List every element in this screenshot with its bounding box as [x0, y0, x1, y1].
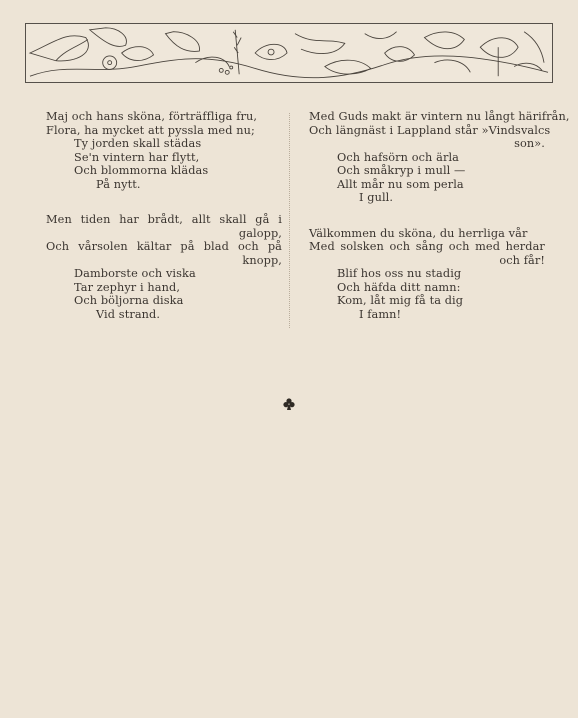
- verse-word: och: [389, 240, 411, 253]
- verse-word: och: [448, 240, 470, 253]
- verse-word: på: [267, 240, 282, 253]
- verse-word: på: [180, 240, 195, 253]
- verse-word: och: [238, 240, 259, 253]
- verse-line: Och småkryp i mull —: [337, 164, 466, 177]
- verse-line-continuation: son».: [514, 137, 545, 150]
- verse-word: allt: [191, 213, 211, 226]
- column-divider: [289, 113, 290, 328]
- verse-line-continuation: knopp,: [242, 253, 282, 267]
- verse-line-justified: [46, 213, 282, 227]
- verse-word: i: [278, 213, 282, 226]
- verse-line: Med Guds makt är vintern nu långt härifrån,: [309, 110, 570, 123]
- verse-word: vårsolen: [78, 240, 128, 253]
- verse-line: I gull.: [359, 191, 394, 204]
- verse-line-continuation: och får!: [499, 253, 545, 267]
- verse-line: Maj och hans sköna, förträffliga fru,: [46, 110, 258, 123]
- verse-word: kältar: [136, 240, 172, 253]
- verse-line: Blif hos oss nu stadig: [337, 267, 462, 280]
- verse-line: Och häfda ditt namn:: [337, 280, 461, 294]
- verse-word: med: [475, 240, 501, 253]
- verse-line: Allt mår nu som perla: [337, 177, 464, 191]
- verse-line: Välkommen du sköna, du herrliga vår: [309, 226, 528, 240]
- verse-line: Vid strand.: [96, 307, 161, 321]
- verse-line-continuation: galopp,: [238, 226, 282, 240]
- stanza: [309, 110, 570, 205]
- stanza: [309, 227, 545, 322]
- verse-word: sång: [415, 240, 444, 253]
- club-icon: [282, 396, 296, 410]
- verse-word: herdar: [505, 240, 545, 253]
- verse-word: Men: [46, 213, 72, 226]
- verse-line: Se'n vintern har flytt,: [74, 150, 200, 164]
- verse-line-justified: [46, 240, 282, 254]
- verse-line: Kom, låt mig få ta dig: [337, 294, 464, 307]
- verse-word: tiden: [80, 213, 111, 226]
- verse-line-justified: [309, 240, 545, 254]
- verse-word: solsken: [340, 240, 384, 253]
- verse-word: skall: [219, 213, 247, 226]
- verse-line: Damborste och viska: [74, 267, 196, 280]
- verse-line: Flora, ha mycket att pyssla med nu;: [46, 123, 255, 137]
- verse-line: På nytt.: [96, 177, 141, 191]
- poem-column-left: [46, 110, 282, 343]
- verse-line: I famn!: [359, 307, 402, 321]
- poem-column-right: [309, 110, 570, 343]
- verse-line: Och böljorna diska: [74, 294, 184, 307]
- stanza: [46, 213, 282, 321]
- verse-line: Och längnäst i Lappland står »Vindsvalcs: [309, 123, 551, 137]
- floral-banner-illustration: [25, 23, 553, 83]
- verse-word: gå: [255, 213, 270, 226]
- verse-line: Och hafsörn och ärla: [337, 150, 459, 164]
- verse-line: Tar zephyr i hand,: [74, 280, 181, 294]
- verse-word: brådt,: [147, 213, 184, 226]
- floral-engraving-icon: [26, 24, 552, 82]
- verse-line: Ty jorden skall städas: [74, 137, 202, 150]
- verse-word: Och: [46, 240, 70, 253]
- stanza: [46, 110, 282, 191]
- verse-word: blad: [203, 240, 229, 253]
- verse-line: Och blommorna klädas: [74, 164, 209, 177]
- verse-word: Med: [309, 240, 335, 253]
- verse-word: har: [119, 213, 139, 226]
